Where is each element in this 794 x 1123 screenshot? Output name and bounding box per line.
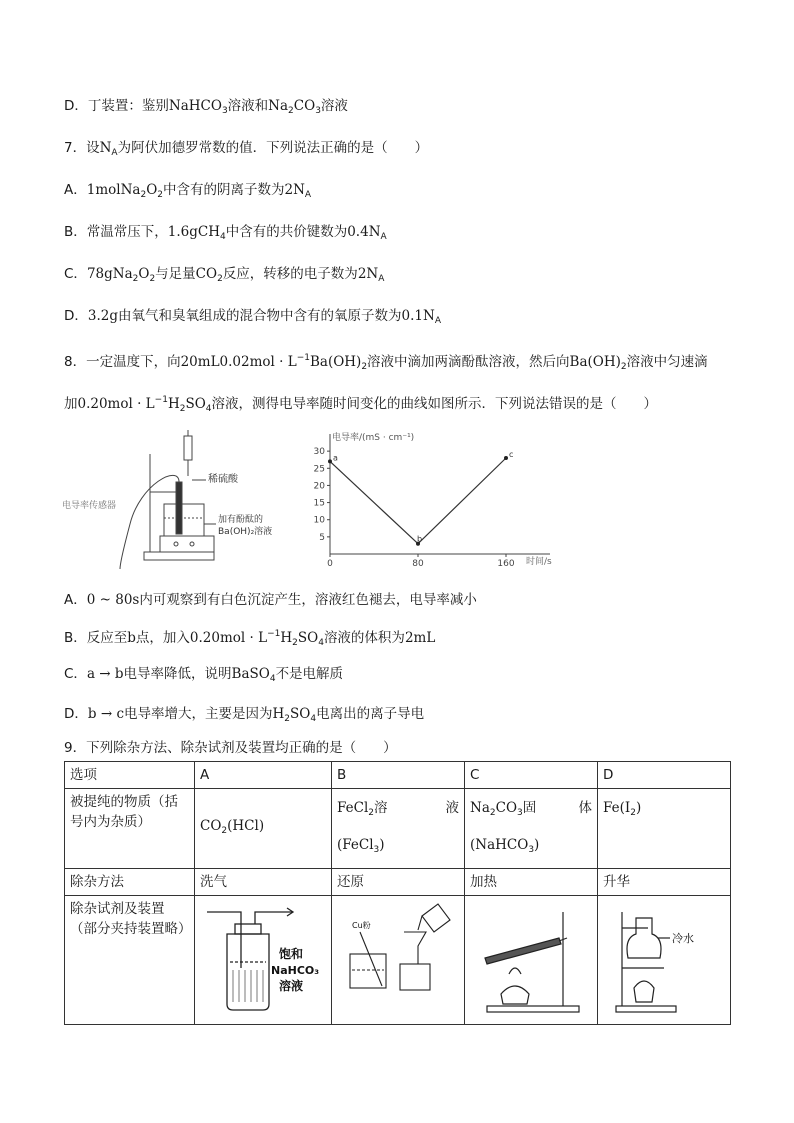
outlet-tube xyxy=(255,912,293,924)
stand-base xyxy=(144,552,214,560)
solution-label-2: Ba(OH)₂溶液 xyxy=(218,527,273,537)
table-row xyxy=(65,896,731,1025)
y-tick-label: 25 xyxy=(313,464,325,475)
q7-option-c: C．$78gNa_2O_2$与足量$CO_2$反应，转移的电子数为$2N_A$ xyxy=(64,266,385,284)
y-tick-label: 20 xyxy=(313,481,325,492)
table-row xyxy=(65,762,731,789)
q7-stem: 7．设$N_A$为阿伏加德罗常数的值．下列说法正确的是（ ） xyxy=(64,140,429,158)
table-row xyxy=(65,869,731,896)
sensor-label: 电导率传感器 xyxy=(62,501,117,511)
conductivity-probe xyxy=(176,482,182,534)
y-axis-label: 电导率/(mS · cm⁻¹) xyxy=(332,433,415,443)
q8-option-a: A．0 ~ 80s内可观察到有白色沉淀产生，溶液红色褪去，电导率减小 xyxy=(64,592,477,608)
bottle-stopper xyxy=(235,924,261,934)
header-cell: B xyxy=(332,762,465,789)
inlet-tube xyxy=(207,912,241,968)
filtration-apparatus xyxy=(334,898,462,1016)
flame xyxy=(509,968,521,974)
label-saturated: 饱和 xyxy=(279,947,304,961)
q8-option-c: C．a → b电导率降低，说明BaSO$_4$不是电解质 xyxy=(64,666,344,684)
row-label: 除杂方法 xyxy=(65,869,195,896)
test-tube xyxy=(485,938,561,964)
q7-option-b: B．常温常压下，1.6gCH$_4$中含有的共价键数为$0.4N_A$ xyxy=(64,224,387,242)
x-tick-label: 0 xyxy=(327,559,333,569)
label-cu-powder: Cu粉 xyxy=(352,921,371,930)
stirrer-plate xyxy=(160,536,214,552)
spatula xyxy=(360,932,382,986)
cell-c-substance: $Na_2CO_3$固 体 (NaHCO$_3$) xyxy=(465,789,598,869)
x-axis-label: 时间/s xyxy=(526,557,552,567)
apparatus-a-cell xyxy=(195,896,332,1025)
q8-figure xyxy=(62,424,570,574)
q8-option-b: B．反应至b点，加入$0.20mol \cdot L^{-1}H_2SO_4$溶液的体积为2mL xyxy=(64,629,436,648)
burette xyxy=(184,436,192,460)
point-label-b: b xyxy=(417,534,423,544)
label-solution: 溶液 xyxy=(279,979,304,993)
funnel xyxy=(404,932,426,964)
cell-a-substance: $CO_2(HCl)$ xyxy=(195,789,332,869)
q7-option-d: D．3.2g由氧气和臭氧组成的混合物中含有的氧原子数为$0.1N_A$ xyxy=(64,308,441,326)
alcohol-lamp xyxy=(634,981,654,1002)
q8-stem-line2: 加$0.20mol \cdot L^{-1}H_2SO_4$溶液，测得电导率随时间变化的曲线如图所示．下列说法错误的是（ ） xyxy=(64,395,658,414)
apparatus-b-cell xyxy=(332,896,465,1025)
y-tick-label: 30 xyxy=(313,447,325,458)
conductivity-chart xyxy=(314,431,552,569)
x-tick-label: 80 xyxy=(412,559,424,569)
q8-option-d: D．b → c电导率增大，主要是因为$H_2SO_4$电离出的离子导电 xyxy=(64,706,425,724)
cell-d-substance: $Fe(I_2)$ xyxy=(598,789,731,869)
point-label-a: a xyxy=(333,453,338,463)
solution-label-1: 加有酚酞的 xyxy=(218,515,264,525)
method-cell: 洗气 xyxy=(195,869,332,896)
table-row xyxy=(65,789,731,869)
alcohol-lamp xyxy=(501,986,529,1004)
series-line xyxy=(330,458,506,544)
pouring-beaker xyxy=(422,904,450,932)
conductivity-apparatus xyxy=(120,430,216,569)
header-cell: 选项 xyxy=(65,762,195,789)
q6-option-d: D．丁装置：鉴别NaHCO$_3$溶液和$Na_2CO_3$溶液 xyxy=(64,98,348,116)
method-cell: 还原 xyxy=(332,869,465,896)
method-cell: 升华 xyxy=(598,869,731,896)
label-nahco3: NaHCO₃ xyxy=(271,964,320,977)
sublimation-apparatus xyxy=(600,898,728,1016)
apparatus-c-cell xyxy=(465,896,598,1025)
q8-stem-line1: 8．一定温度下，向$20mL0.02mol \cdot L^{-1}Ba(OH)_2$溶液中滴加两滴酚酞溶液，然后向$Ba(OH)_2$溶液中匀速滴 xyxy=(64,353,708,372)
data-point xyxy=(328,459,332,463)
header-cell: A xyxy=(195,762,332,789)
y-tick-label: 10 xyxy=(313,515,325,526)
method-cell: 加热 xyxy=(465,869,598,896)
stirrer-knob-2 xyxy=(190,542,194,546)
cell-b-substance: FeCl$_2$溶 液 (FeCl$_3$) xyxy=(332,789,465,869)
x-tick-label: 160 xyxy=(497,559,515,569)
label-cold-water: 冷水 xyxy=(672,932,694,945)
q7-option-a: A．$1molNa_2O_2$中含有的阴离子数为$2N_A$ xyxy=(64,182,312,200)
row-label: 被提纯的物质（括号内为杂质） xyxy=(65,789,195,869)
point-label-c: c xyxy=(509,450,514,459)
q9-options-table xyxy=(64,761,731,1025)
header-cell: C xyxy=(465,762,598,789)
flask xyxy=(627,918,661,958)
liquid-hatch xyxy=(233,970,263,1002)
header-cell: D xyxy=(598,762,731,789)
stand-base xyxy=(487,1006,579,1012)
apparatus-d-cell xyxy=(598,896,731,1025)
beaker-right xyxy=(400,964,430,990)
y-tick-label: 15 xyxy=(313,498,325,509)
stirrer-knob-1 xyxy=(174,542,178,546)
pour-stream xyxy=(418,916,422,930)
data-point xyxy=(504,456,508,460)
acid-label: 稀硫酸 xyxy=(208,474,238,485)
stand-base xyxy=(616,1006,676,1012)
q9-stem: 9．下列除杂方法、除杂试剂及装置均正确的是（ ） xyxy=(64,740,397,756)
heating-apparatus xyxy=(467,898,595,1016)
gas-washing-bottle xyxy=(197,898,327,1016)
y-tick-label: 5 xyxy=(319,532,325,543)
beaker xyxy=(164,504,204,536)
row-label: 除杂试剂及装置（部分夹持装置略） xyxy=(65,896,195,1025)
